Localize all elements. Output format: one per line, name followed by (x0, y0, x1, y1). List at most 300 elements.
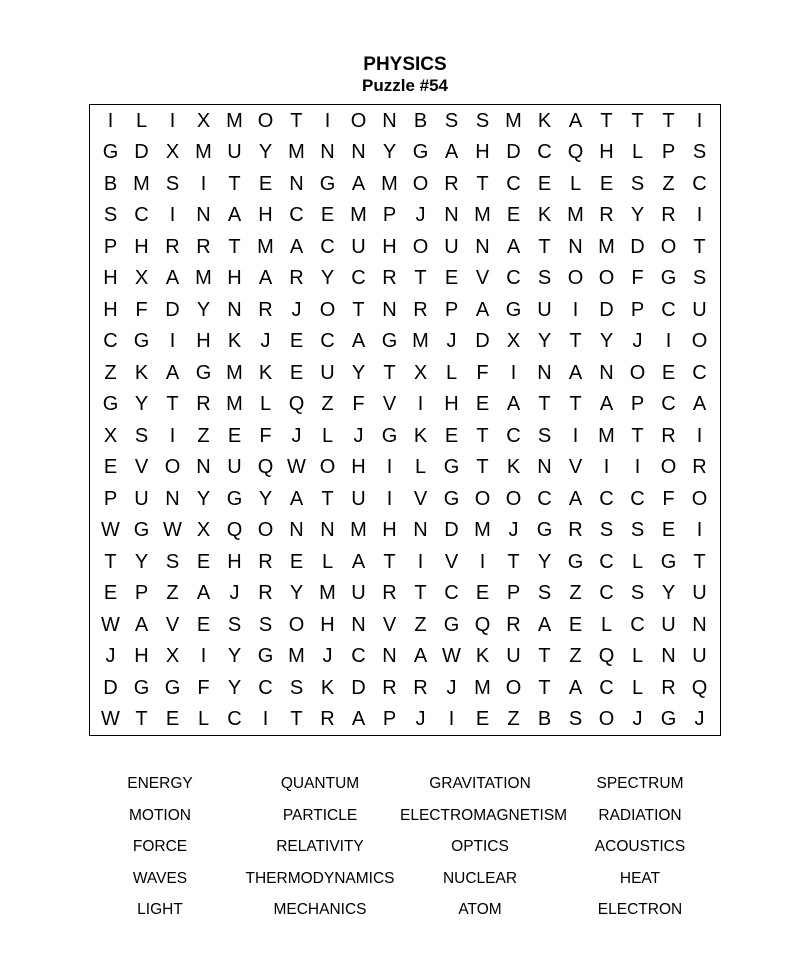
grid-letter[interactable]: W (101, 708, 120, 731)
grid-letter[interactable]: E (506, 204, 521, 227)
grid-letter[interactable]: I (324, 109, 331, 132)
grid-letter[interactable]: H (320, 613, 335, 636)
grid-letter[interactable]: D (103, 676, 118, 699)
grid-letter[interactable]: Y (227, 645, 242, 668)
grid-letter[interactable]: P (661, 141, 676, 164)
grid-letter[interactable]: X (165, 141, 180, 164)
grid-letter[interactable]: N (382, 645, 397, 668)
grid-letter[interactable]: U (692, 298, 707, 321)
grid-letter[interactable]: H (103, 267, 118, 290)
grid-letter[interactable]: X (134, 267, 149, 290)
grid-letter[interactable]: O (598, 708, 615, 731)
grid-letter[interactable]: T (631, 424, 644, 447)
grid-letter[interactable]: N (568, 235, 583, 258)
grid-letter[interactable]: T (662, 109, 675, 132)
grid-letter[interactable]: Y (320, 267, 335, 290)
grid-letter[interactable]: G (133, 676, 150, 699)
grid-letter[interactable]: A (599, 393, 614, 416)
grid-letter[interactable]: X (165, 645, 180, 668)
grid-letter[interactable]: G (443, 487, 460, 510)
grid-letter[interactable]: Q (226, 519, 243, 542)
grid-letter[interactable]: N (444, 204, 459, 227)
grid-letter[interactable]: A (568, 361, 583, 384)
grid-letter[interactable]: A (444, 141, 459, 164)
grid-letter[interactable]: M (350, 204, 367, 227)
grid-letter[interactable]: P (506, 582, 521, 605)
grid-letter[interactable]: A (475, 298, 490, 321)
grid-letter[interactable]: V (382, 393, 397, 416)
grid-letter[interactable]: N (692, 613, 707, 636)
grid-letter[interactable]: T (476, 456, 489, 479)
grid-letter[interactable]: D (630, 235, 645, 258)
grid-letter[interactable]: R (661, 204, 676, 227)
grid-letter[interactable]: O (164, 456, 181, 479)
grid-letter[interactable]: U (320, 361, 335, 384)
grid-letter[interactable]: Z (197, 424, 210, 447)
grid-letter[interactable]: J (229, 582, 240, 605)
grid-letter[interactable]: G (319, 172, 336, 195)
grid-letter[interactable]: W (287, 456, 306, 479)
grid-letter[interactable]: I (107, 109, 114, 132)
grid-letter[interactable]: I (417, 550, 424, 573)
grid-letter[interactable]: C (351, 267, 366, 290)
grid-letter[interactable]: L (631, 550, 644, 573)
grid-letter[interactable]: R (661, 676, 676, 699)
grid-letter[interactable]: F (352, 393, 365, 416)
grid-letter[interactable]: E (444, 424, 459, 447)
grid-letter[interactable]: T (569, 393, 582, 416)
grid-letter[interactable]: U (661, 613, 676, 636)
grid-letter[interactable]: M (474, 519, 491, 542)
grid-letter[interactable]: Z (569, 582, 582, 605)
grid-letter[interactable]: N (661, 645, 676, 668)
grid-letter[interactable]: H (382, 235, 397, 258)
grid-letter[interactable]: U (692, 645, 707, 668)
grid-letter[interactable]: M (598, 235, 615, 258)
grid-letter[interactable]: O (474, 487, 491, 510)
grid-letter[interactable]: N (196, 456, 211, 479)
grid-letter[interactable]: Q (567, 141, 584, 164)
grid-letter[interactable]: E (227, 424, 242, 447)
grid-letter[interactable]: E (289, 330, 304, 353)
grid-letter[interactable]: O (660, 235, 677, 258)
grid-letter[interactable]: C (506, 424, 521, 447)
grid-letter[interactable]: C (599, 676, 614, 699)
grid-letter[interactable]: N (413, 519, 428, 542)
grid-letter[interactable]: Q (288, 393, 305, 416)
grid-letter[interactable]: O (257, 109, 274, 132)
grid-letter[interactable]: Z (662, 172, 675, 195)
grid-letter[interactable]: F (662, 487, 675, 510)
grid-letter[interactable]: R (258, 298, 273, 321)
grid-letter[interactable]: N (382, 109, 397, 132)
grid-letter[interactable]: T (693, 550, 706, 573)
grid-letter[interactable]: I (665, 330, 672, 353)
grid-letter[interactable]: I (696, 204, 703, 227)
grid-letter[interactable]: G (412, 141, 429, 164)
grid-letter[interactable]: V (134, 456, 149, 479)
grid-letter[interactable]: N (537, 456, 552, 479)
grid-letter[interactable]: V (475, 267, 490, 290)
grid-letter[interactable]: S (289, 676, 304, 699)
grid-letter[interactable]: L (569, 172, 582, 195)
grid-letter[interactable]: J (446, 330, 457, 353)
grid-letter[interactable]: O (567, 267, 584, 290)
grid-letter[interactable]: T (600, 109, 613, 132)
grid-letter[interactable]: C (258, 676, 273, 699)
grid-letter[interactable]: F (259, 424, 272, 447)
grid-letter[interactable]: T (383, 550, 396, 573)
grid-letter[interactable]: C (599, 550, 614, 573)
grid-letter[interactable]: Z (321, 393, 334, 416)
grid-letter[interactable]: Z (507, 708, 520, 731)
grid-letter[interactable]: Y (537, 550, 552, 573)
grid-letter[interactable]: I (448, 708, 455, 731)
grid-letter[interactable]: P (444, 298, 459, 321)
grid-letter[interactable]: A (568, 109, 583, 132)
grid-letter[interactable]: C (537, 141, 552, 164)
grid-letter[interactable]: C (506, 172, 521, 195)
grid-letter[interactable]: H (103, 298, 118, 321)
grid-letter[interactable]: R (692, 456, 707, 479)
grid-letter[interactable]: D (444, 519, 459, 542)
grid-letter[interactable]: H (382, 519, 397, 542)
grid-letter[interactable]: U (444, 235, 459, 258)
grid-letter[interactable]: P (382, 708, 397, 731)
grid-letter[interactable]: N (599, 361, 614, 384)
grid-letter[interactable]: Q (257, 456, 274, 479)
grid-letter[interactable]: Y (537, 330, 552, 353)
grid-letter[interactable]: I (696, 519, 703, 542)
grid-letter[interactable]: V (568, 456, 583, 479)
grid-letter[interactable]: C (320, 235, 335, 258)
grid-letter[interactable]: A (506, 393, 521, 416)
grid-letter[interactable]: W (442, 645, 461, 668)
grid-letter[interactable]: Y (661, 582, 676, 605)
grid-letter[interactable]: P (630, 298, 645, 321)
grid-letter[interactable]: R (196, 393, 211, 416)
grid-letter[interactable]: L (445, 361, 458, 384)
grid-letter[interactable]: T (228, 235, 241, 258)
grid-letter[interactable]: O (660, 456, 677, 479)
grid-letter[interactable]: R (599, 204, 614, 227)
grid-letter[interactable]: W (163, 519, 182, 542)
grid-letter[interactable]: V (165, 613, 180, 636)
grid-letter[interactable]: I (510, 361, 517, 384)
grid-letter[interactable]: P (630, 393, 645, 416)
grid-letter[interactable]: A (413, 645, 428, 668)
grid-letter[interactable]: M (474, 676, 491, 699)
grid-letter[interactable]: O (319, 298, 336, 321)
grid-letter[interactable]: A (351, 172, 366, 195)
grid-letter[interactable]: K (537, 109, 552, 132)
grid-letter[interactable]: U (134, 487, 149, 510)
grid-letter[interactable]: C (692, 361, 707, 384)
grid-letter[interactable]: I (169, 330, 176, 353)
grid-letter[interactable]: B (537, 708, 552, 731)
grid-letter[interactable]: Y (258, 487, 273, 510)
grid-letter[interactable]: G (102, 141, 119, 164)
grid-letter[interactable]: D (165, 298, 180, 321)
grid-letter[interactable]: H (134, 645, 149, 668)
grid-letter[interactable]: G (660, 550, 677, 573)
grid-letter[interactable]: E (475, 393, 490, 416)
grid-letter[interactable]: T (352, 298, 365, 321)
grid-letter[interactable]: N (320, 519, 335, 542)
grid-letter[interactable]: L (321, 550, 334, 573)
grid-letter[interactable]: J (260, 330, 271, 353)
grid-letter[interactable]: U (227, 456, 242, 479)
grid-letter[interactable]: H (227, 550, 242, 573)
grid-letter[interactable]: A (289, 487, 304, 510)
grid-letter[interactable]: D (475, 330, 490, 353)
grid-letter[interactable]: J (291, 298, 302, 321)
grid-letter[interactable]: C (599, 487, 614, 510)
grid-letter[interactable]: D (134, 141, 149, 164)
grid-letter[interactable]: S (103, 204, 118, 227)
grid-letter[interactable]: J (632, 330, 643, 353)
grid-letter[interactable]: A (165, 267, 180, 290)
grid-letter[interactable]: K (258, 361, 273, 384)
grid-letter[interactable]: I (386, 456, 393, 479)
grid-letter[interactable]: E (599, 172, 614, 195)
grid-letter[interactable]: J (415, 204, 426, 227)
grid-letter[interactable]: N (537, 361, 552, 384)
grid-letter[interactable]: G (536, 519, 553, 542)
grid-letter[interactable]: T (538, 645, 551, 668)
grid-letter[interactable]: I (634, 456, 641, 479)
grid-letter[interactable]: E (103, 456, 118, 479)
grid-letter[interactable]: I (169, 204, 176, 227)
grid-letter[interactable]: C (537, 487, 552, 510)
grid-letter[interactable]: I (696, 424, 703, 447)
grid-letter[interactable]: G (102, 393, 119, 416)
grid-letter[interactable]: R (413, 676, 428, 699)
grid-letter[interactable]: U (506, 645, 521, 668)
grid-letter[interactable]: H (444, 393, 459, 416)
grid-letter[interactable]: S (630, 172, 645, 195)
grid-letter[interactable]: X (196, 109, 211, 132)
grid-letter[interactable]: T (414, 582, 427, 605)
grid-letter[interactable]: S (630, 519, 645, 542)
grid-letter[interactable]: R (382, 582, 397, 605)
grid-letter[interactable]: U (351, 235, 366, 258)
grid-letter[interactable]: A (258, 267, 273, 290)
grid-letter[interactable]: N (289, 519, 304, 542)
grid-letter[interactable]: A (196, 582, 211, 605)
grid-letter[interactable]: J (694, 708, 705, 731)
grid-letter[interactable]: G (660, 267, 677, 290)
grid-letter[interactable]: D (351, 676, 366, 699)
grid-letter[interactable]: Z (104, 361, 117, 384)
grid-letter[interactable]: C (506, 267, 521, 290)
grid-letter[interactable]: N (351, 613, 366, 636)
grid-letter[interactable]: C (630, 487, 645, 510)
grid-letter[interactable]: A (692, 393, 707, 416)
grid-letter[interactable]: O (257, 519, 274, 542)
grid-letter[interactable]: D (599, 298, 614, 321)
grid-letter[interactable]: E (661, 519, 676, 542)
grid-letter[interactable]: S (444, 109, 459, 132)
grid-letter[interactable]: J (415, 708, 426, 731)
grid-letter[interactable]: A (227, 204, 242, 227)
grid-letter[interactable]: O (505, 487, 522, 510)
grid-letter[interactable]: G (133, 330, 150, 353)
grid-letter[interactable]: G (443, 456, 460, 479)
grid-letter[interactable]: Y (351, 361, 366, 384)
grid-letter[interactable]: T (228, 172, 241, 195)
grid-letter[interactable]: R (413, 298, 428, 321)
grid-letter[interactable]: T (569, 330, 582, 353)
grid-letter[interactable]: Q (691, 676, 708, 699)
grid-letter[interactable]: R (506, 613, 521, 636)
grid-letter[interactable]: Y (258, 141, 273, 164)
grid-letter[interactable]: M (288, 645, 305, 668)
grid-letter[interactable]: J (353, 424, 364, 447)
grid-letter[interactable]: O (505, 676, 522, 699)
grid-letter[interactable]: C (661, 298, 676, 321)
grid-letter[interactable]: M (598, 424, 615, 447)
grid-letter[interactable]: M (319, 582, 336, 605)
grid-letter[interactable]: M (226, 109, 243, 132)
grid-letter[interactable]: F (135, 298, 148, 321)
grid-letter[interactable]: Y (134, 550, 149, 573)
grid-letter[interactable]: I (386, 487, 393, 510)
grid-letter[interactable]: R (196, 235, 211, 258)
grid-letter[interactable]: Q (474, 613, 491, 636)
grid-letter[interactable]: E (258, 172, 273, 195)
grid-letter[interactable]: E (661, 361, 676, 384)
grid-letter[interactable]: I (417, 393, 424, 416)
grid-letter[interactable]: M (195, 267, 212, 290)
grid-letter[interactable]: O (350, 109, 367, 132)
grid-letter[interactable]: A (165, 361, 180, 384)
grid-letter[interactable]: M (226, 393, 243, 416)
grid-letter[interactable]: H (599, 141, 614, 164)
grid-letter[interactable]: A (289, 235, 304, 258)
grid-letter[interactable]: U (351, 487, 366, 510)
grid-letter[interactable]: V (444, 550, 459, 573)
grid-letter[interactable]: T (631, 109, 644, 132)
grid-letter[interactable]: M (381, 172, 398, 195)
grid-letter[interactable]: J (322, 645, 333, 668)
grid-letter[interactable]: W (101, 613, 120, 636)
grid-letter[interactable]: P (103, 235, 118, 258)
grid-letter[interactable]: E (537, 172, 552, 195)
grid-letter[interactable]: A (351, 708, 366, 731)
grid-letter[interactable]: O (288, 613, 305, 636)
grid-letter[interactable]: G (660, 708, 677, 731)
grid-letter[interactable]: Y (382, 141, 397, 164)
grid-letter[interactable]: R (289, 267, 304, 290)
grid-letter[interactable]: P (134, 582, 149, 605)
grid-letter[interactable]: Y (134, 393, 149, 416)
grid-letter[interactable]: H (351, 456, 366, 479)
grid-letter[interactable]: X (413, 361, 428, 384)
grid-letter[interactable]: H (258, 204, 273, 227)
grid-letter[interactable]: N (320, 141, 335, 164)
grid-letter[interactable]: N (351, 141, 366, 164)
grid-letter[interactable]: M (257, 235, 274, 258)
grid-letter[interactable]: O (598, 267, 615, 290)
grid-letter[interactable]: N (165, 487, 180, 510)
grid-letter[interactable]: K (506, 456, 521, 479)
grid-letter[interactable]: S (134, 424, 149, 447)
grid-letter[interactable]: O (629, 361, 646, 384)
grid-letter[interactable]: Q (598, 645, 615, 668)
grid-letter[interactable]: T (321, 487, 334, 510)
grid-letter[interactable]: G (381, 424, 398, 447)
grid-letter[interactable]: T (166, 393, 179, 416)
grid-letter[interactable]: G (195, 361, 212, 384)
grid-letter[interactable]: G (226, 487, 243, 510)
grid-letter[interactable]: I (479, 550, 486, 573)
grid-letter[interactable]: S (227, 613, 242, 636)
grid-letter[interactable]: T (383, 361, 396, 384)
grid-letter[interactable]: T (135, 708, 148, 731)
grid-letter[interactable]: M (195, 141, 212, 164)
grid-letter[interactable]: J (291, 424, 302, 447)
grid-letter[interactable]: R (444, 172, 459, 195)
grid-letter[interactable]: S (475, 109, 490, 132)
grid-letter[interactable]: C (630, 613, 645, 636)
grid-letter[interactable]: R (661, 424, 676, 447)
grid-letter[interactable]: J (446, 676, 457, 699)
grid-letter[interactable]: T (538, 393, 551, 416)
grid-letter[interactable]: O (319, 456, 336, 479)
grid-letter[interactable]: R (382, 676, 397, 699)
grid-letter[interactable]: S (599, 519, 614, 542)
grid-letter[interactable]: T (476, 172, 489, 195)
grid-letter[interactable]: E (568, 613, 583, 636)
grid-letter[interactable]: T (507, 550, 520, 573)
grid-letter[interactable]: T (290, 708, 303, 731)
grid-letter[interactable]: B (413, 109, 428, 132)
grid-letter[interactable]: M (505, 109, 522, 132)
grid-letter[interactable]: L (135, 109, 148, 132)
grid-letter[interactable]: P (382, 204, 397, 227)
grid-letter[interactable]: U (692, 582, 707, 605)
grid-letter[interactable]: C (351, 645, 366, 668)
grid-letter[interactable]: D (506, 141, 521, 164)
grid-letter[interactable]: E (165, 708, 180, 731)
grid-letter[interactable]: K (227, 330, 242, 353)
grid-letter[interactable]: F (197, 676, 210, 699)
grid-letter[interactable]: W (101, 519, 120, 542)
grid-letter[interactable]: K (537, 204, 552, 227)
grid-letter[interactable]: V (413, 487, 428, 510)
grid-letter[interactable]: U (227, 141, 242, 164)
grid-letter[interactable]: M (412, 330, 429, 353)
grid-letter[interactable]: J (632, 708, 643, 731)
grid-letter[interactable]: S (537, 582, 552, 605)
grid-letter[interactable]: A (568, 487, 583, 510)
grid-letter[interactable]: K (134, 361, 149, 384)
grid-letter[interactable]: H (475, 141, 490, 164)
grid-letter[interactable]: E (475, 708, 490, 731)
grid-letter[interactable]: B (103, 172, 118, 195)
grid-letter[interactable]: G (443, 613, 460, 636)
grid-letter[interactable]: I (572, 298, 579, 321)
grid-letter[interactable]: L (259, 393, 272, 416)
grid-letter[interactable]: L (631, 676, 644, 699)
grid-letter[interactable]: Y (630, 204, 645, 227)
grid-letter[interactable]: A (351, 550, 366, 573)
grid-letter[interactable]: S (568, 708, 583, 731)
grid-letter[interactable]: F (476, 361, 489, 384)
grid-letter[interactable]: R (382, 267, 397, 290)
grid-letter[interactable]: M (288, 141, 305, 164)
